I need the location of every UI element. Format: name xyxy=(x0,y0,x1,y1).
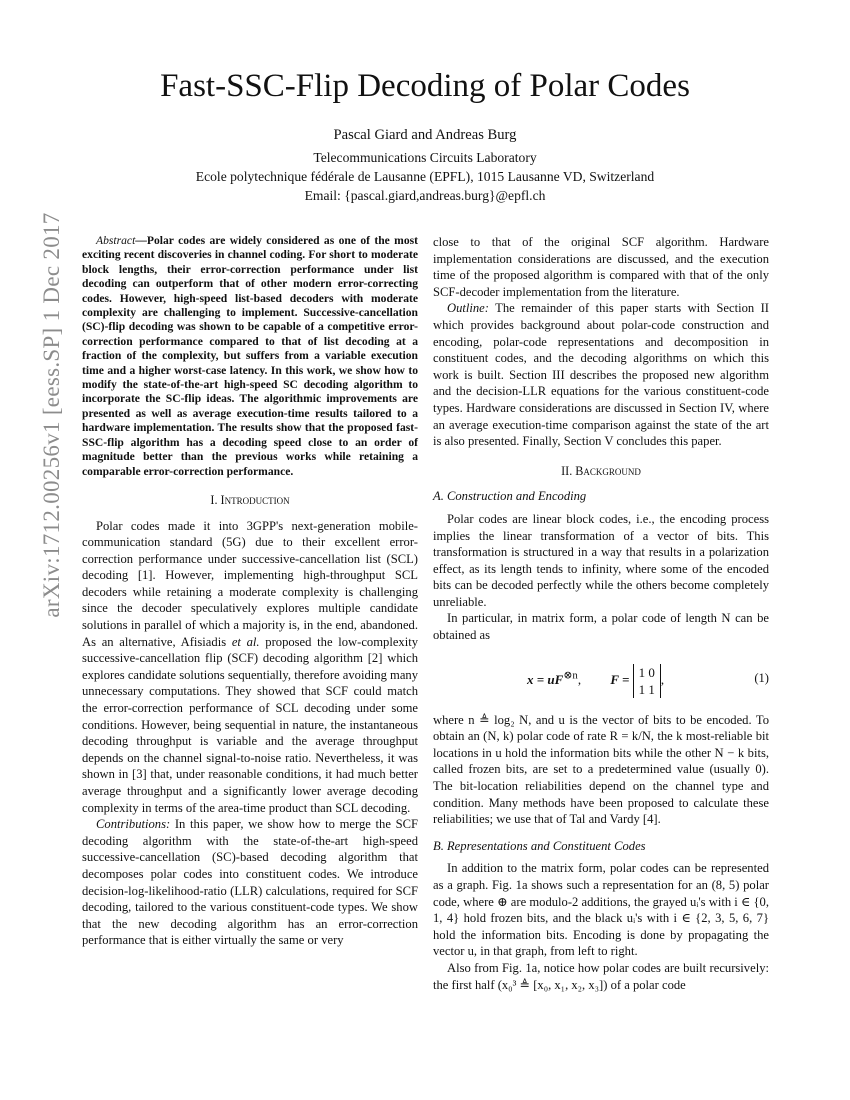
equation-1 xyxy=(433,650,769,708)
author-institution: Ecole polytechnique fédérale de Lausanne (EPFL), 1015 Lausanne VD, Switzerland xyxy=(195,169,655,184)
intro-p1-etal: et al. xyxy=(231,634,260,649)
author-lab: Telecommunications Circuits Laboratory xyxy=(313,150,537,165)
matrix-row-2: 1 1 xyxy=(638,681,655,697)
author-email: Email: {pascal.giard,andreas.burg}@epfl.ch xyxy=(304,188,546,203)
intro-p1-text-b: proposed the low-complexity successive-cancellation flip (SCF) decoding algorithm [2] which explores candidate solutions sequentially, therefore avoiding many unnecessary computations. They showed that SCF could match the error-correction performance of SCL decoding under some conditions. However, being sequential in nature, the instantaneous decoding throughput is variable and the average throughput depends on the channel signal-to-noise ratio. Nevertheless, it was shown in [3] that, under reasonable conditions, it had much better average throughput and a significantly lower average decoding complexity in terms of the area-time product than SCL decoding. xyxy=(82,634,418,815)
background-paragraph-4: In addition to the matrix form, polar codes can be represented as a graph. Fig. 1a shows such a representation for an (8, 5) polar code, where ⊕ are modulo-2 additions, the grayed uᵢ's with i ∈ {0, 1, 4} hold frozen bits, and the black uᵢ's with i ∈ {2, 3, 5, 6, 7} hold the information bits. Encoding is done by propagating the vector u, in that graph, from left to right. xyxy=(433,861,769,959)
intro-paragraph-3 xyxy=(433,300,769,449)
author-block xyxy=(0,126,850,205)
background-paragraph-3: where n ≜ log₂ N, and u is the vector of bits to be encoded. To obtain an (N, k) polar code of rate R = k/N, the k most-reliable bit locations in u hold the information bits while the other N − k bits, called frozen bits, are set to a predetermined value (usually 0). The bit-location reliabilities depend on the channel type and condition. Many methods have been proposed to calculate these reliabilities; we use that of Tal and Vardy [4]. xyxy=(433,712,769,827)
background-paragraph-2: In particular, in matrix form, a polar code of length N can be obtained as xyxy=(433,611,769,643)
outline-label: Outline: xyxy=(447,301,489,316)
equation-number: (1) xyxy=(754,670,769,685)
equation-power: ⊗n xyxy=(563,669,578,682)
right-column xyxy=(433,234,769,993)
equation-matrix xyxy=(633,664,661,698)
left-column xyxy=(82,234,418,949)
section-heading-background: II. Background xyxy=(561,463,641,478)
paper-title: Fast-SSC-Flip Decoding of Polar Codes xyxy=(160,68,690,104)
background-paragraph-1: Polar codes are linear block codes, i.e., the encoding process implies the linear transformation of a vector of bits. This transformation is structured in a way that results in a polarization effect, as its length tends to infinity, where some of the encoded bits can be decoded perfectly while the others become completely unreliable. xyxy=(433,511,769,609)
intro-p1-text-a: Polar codes made it into 3GPP's next-generation mobile-communication standard (5G) due to their excellent error-correction performance under successive-cancellation list (SCL) decoding [1]. However, implementing high-throughput SCL decoders while retaining a moderate complexity is challenging since the decoder speculatively explores multiple candidate solutions in parallel of which a majority is, in the end, abandoned. As an alternative, Afisiadis xyxy=(82,518,418,649)
matrix-row-1: 1 0 xyxy=(638,664,655,680)
section-heading-introduction: I. Introduction xyxy=(210,492,290,507)
outline-text: The remainder of this paper starts with Section II which provides background about polar-code construction and encoding, polar-code representations and decomposition in constituent codes, and the decoding algorithms on which this work is built. Section III describes the proposed new algorithm and the decision-LLR equations for the various constituent-code types. Hardware considerations are discussed in Section IV, where an average execution-time comparison against the state of the art is also presented. Finally, Section V concludes this paper. xyxy=(433,301,769,449)
subsection-heading-construction: A. Construction and Encoding xyxy=(433,489,587,504)
abstract xyxy=(82,234,418,479)
intro-paragraph-2-continued: close to that of the original SCF algorithm. Hardware implementation considerations are discussed, and the execution time of the proposed algorithm is compared with that of the only SCF-decoder implementation from the literature. xyxy=(433,235,769,299)
abstract-label: Abstract xyxy=(96,234,136,247)
author-names: Pascal Giard and Andreas Burg xyxy=(333,127,517,143)
intro-paragraph-1 xyxy=(82,518,418,817)
equation-f-label: F = xyxy=(610,671,630,687)
contributions-text: In this paper, we show how to merge the SCF decoding algorithm with the state-of-the-art high-speed successive-cancellation (SC)-based decoding algorithm that decomposes polar codes into constituent codes. We introduce decision-log-likelihood-ratio (LLR) calculations, required for SCF decoding, tailored to the various constituent-code types. We show that the new decoding algorithm has an error-correction performance that is either virtually the same or very xyxy=(82,817,418,948)
contributions-label: Contributions: xyxy=(96,817,171,832)
subsection-heading-representations: B. Representations and Constituent Codes xyxy=(433,838,646,853)
arxiv-stamp: arXiv:1712.00256v1 [eess.SP] 1 Dec 2017 xyxy=(39,212,64,618)
equation-body: $x = uF^{\otimes n}$, F = 1 0 1 1, xyxy=(527,664,665,697)
intro-paragraph-2 xyxy=(82,816,418,949)
abstract-text: —Polar codes are widely considered as one of the most exciting recent discoveries in channel coding. For short to moderate block lengths, their error-correction performance under list decoding can outperform that of other modern error-correcting codes. However, high-speed list-based decoders with moderate complexity are challenging to implement. Successive-cancellation (SC)-flip decoding was shown to be capable of a competitive error-correction performance compared to that of list decoding at a fraction of the complexity, but suffers from a variable execution time and a higher worst-case latency. In this work, we show how to modify the state-of-the-art high-speed SC decoding algorithm to incorporate the SC-flip ideas. The algorithmic improvements are presented as well as average execution-time results tailored to a hardware implementation. The results show that the proposed fast-SSC-flip algorithm has a decoding speed close to an order of magnitude better than the previous works while retaining a comparable error-correction performance. xyxy=(82,234,418,478)
equation-lhs: x = uF xyxy=(527,671,564,687)
background-paragraph-5: Also from Fig. 1a, notice how polar codes are built recursively: the first half (x₀³ ≜ [x₀, x₁, x₂, x₃]) of a polar code xyxy=(433,960,769,992)
